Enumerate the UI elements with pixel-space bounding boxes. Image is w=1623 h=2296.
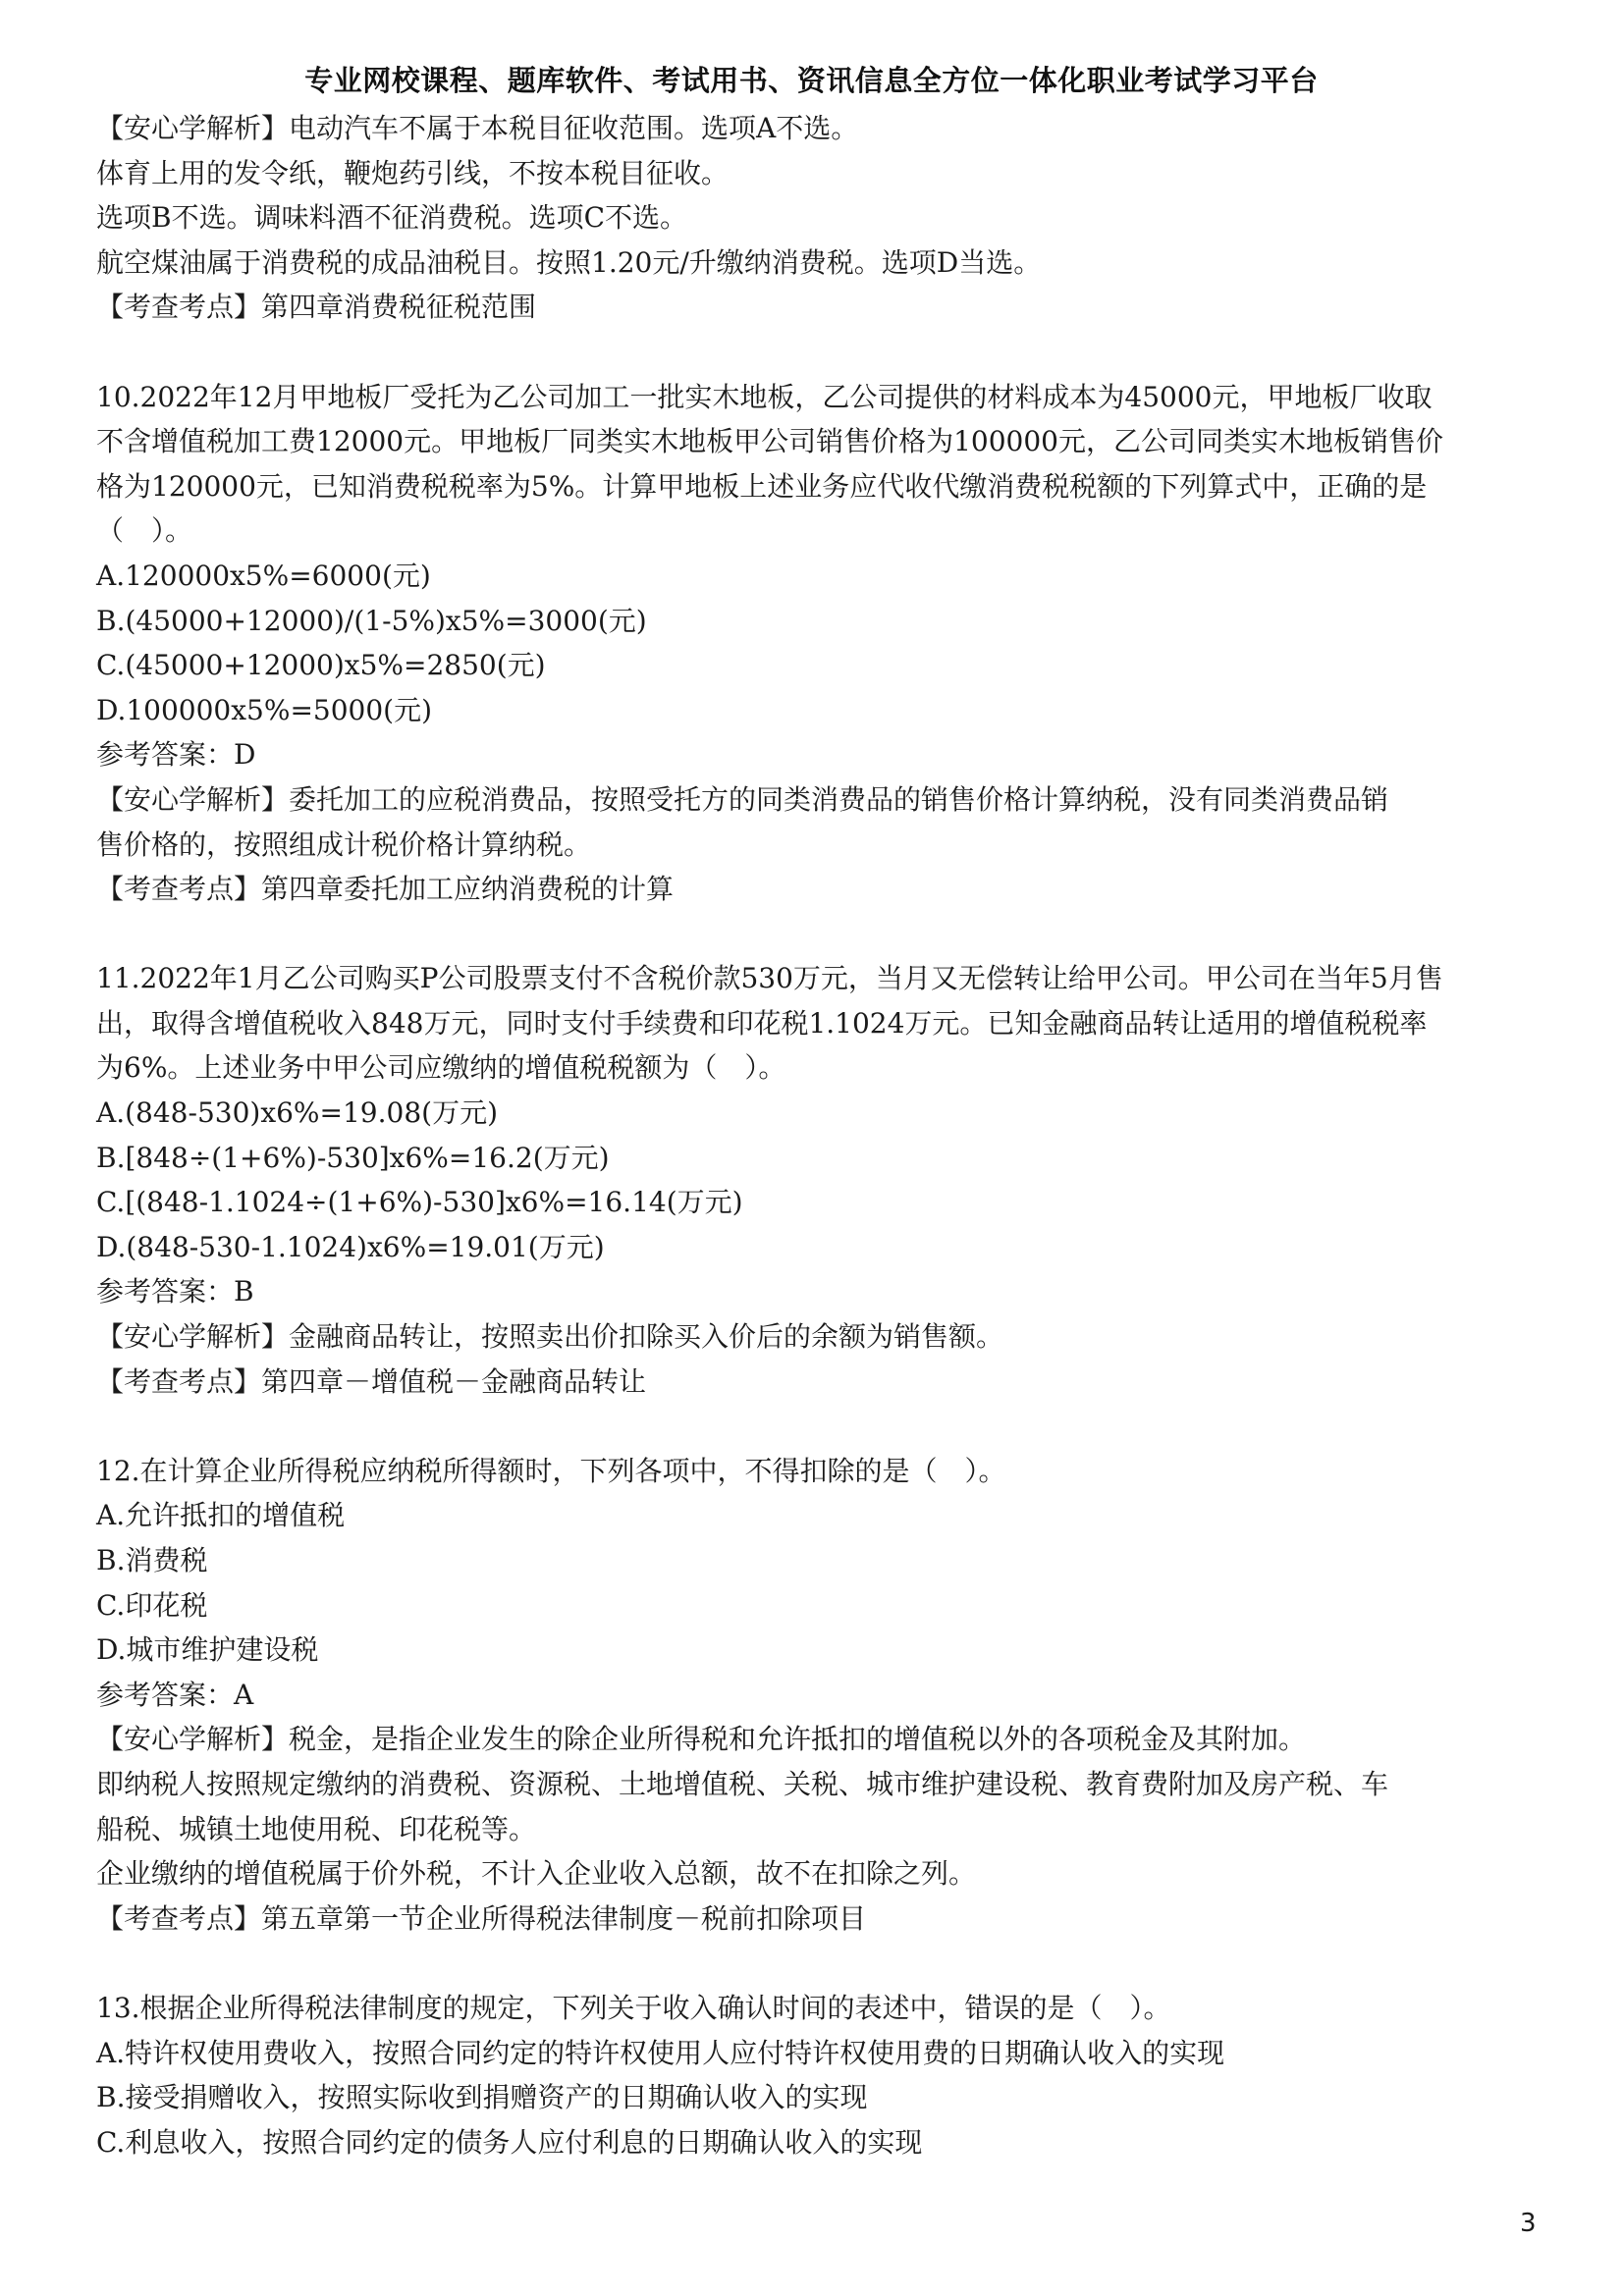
- reference-answer: 参考答案：D: [96, 738, 256, 772]
- analysis-line: 选项B不选。调味料酒不征消费税。选项C不选。: [96, 201, 688, 235]
- reference-answer: 参考答案：A: [96, 1678, 254, 1711]
- question-stem-line: 11.2022年1月乙公司购买P公司股票支付不含税价款530万元，当月又无偿转让给甲公司。甲公司在当年5月售: [96, 962, 1443, 995]
- spacer: [96, 1404, 1540, 1449]
- question-stem-line: 10.2022年12月甲地板厂受托为乙公司加工一批实木地板，乙公司提供的材料成本为45000元，甲地板厂收取: [96, 380, 1433, 413]
- analysis-line: 【安心学解析】电动汽车不属于本税目征收范围。选项A不选。: [96, 112, 859, 144]
- option-c: C.利息收入，按照合同约定的债务人应付利息的日期确认收入的实现: [96, 2125, 923, 2159]
- exam-point: 【考查考点】第四章－增值税－金融商品转让: [96, 1364, 647, 1398]
- option-c: C.(45000+12000)x5%=2850(元): [96, 649, 546, 682]
- exam-point: 【考查考点】第四章委托加工应纳消费税的计算: [96, 873, 675, 906]
- option-c: C.[(848-1.1024÷(1+6%)-530]x6%=16.14(万元): [96, 1186, 743, 1219]
- analysis-line: 【安心学解析】金融商品转让，按照卖出价扣除买入价后的余额为销售额。: [96, 1320, 1004, 1354]
- option-c: C.印花税: [96, 1588, 208, 1622]
- analysis-line: 【安心学解析】委托加工的应税消费品，按照受托方的同类消费品的销售价格计算纳税，没有同类消费品销: [96, 782, 1389, 816]
- option-b: B.(45000+12000)/(1-5%)x5%=3000(元): [96, 604, 647, 637]
- analysis-line: 即纳税人按照规定缴纳的消费税、资源税、土地增值税、关税、城市维护建设税、教育费附加及房产税、车: [96, 1767, 1389, 1800]
- spacer: [96, 912, 1540, 957]
- analysis-line: 航空煤油属于消费税的成品油税目。按照1.20元/升缴纳消费税。选项D当选。: [96, 245, 1042, 279]
- analysis-line: 体育上用的发令纸，鞭炮药引线，不按本税目征收。: [96, 156, 730, 189]
- question-stem-line: 13.根据企业所得税法律制度的规定，下列关于收入确认时间的表述中，错误的是（ ）。: [96, 1991, 1171, 2024]
- analysis-line: 售价格的，按照组成计税价格计算纳税。: [96, 828, 592, 861]
- page-header: 专业网校课程、题库软件、考试用书、资讯信息全方位一体化职业考试学习平台: [304, 64, 1319, 97]
- option-b: B.接受捐赠收入，按照实际收到捐赠资产的日期确认收入的实现: [96, 2081, 868, 2114]
- question-stem-line: （ ）。: [96, 514, 193, 548]
- spacer: [96, 1941, 1540, 1986]
- question-12: [96, 1449, 1540, 1942]
- document-body: [96, 106, 1540, 2164]
- option-d: D.100000x5%=5000(元): [96, 693, 433, 726]
- question-11: [96, 956, 1540, 1404]
- question-stem-line: 出，取得含增值税收入848万元，同时支付手续费和印花税1.1024万元。已知金融商品转让适用的增值税税率: [96, 1006, 1428, 1040]
- option-b: B.消费税: [96, 1544, 208, 1576]
- exam-point: 【考查考点】第四章消费税征税范围: [96, 291, 537, 324]
- analysis-line: 【安心学解析】税金，是指企业发生的除企业所得税和允许抵扣的增值税以外的各项税金及其附加。: [96, 1723, 1307, 1756]
- option-a: A.120000x5%=6000(元): [96, 559, 431, 592]
- exam-point: 【考查考点】第五章第一节企业所得税法律制度－税前扣除项目: [96, 1901, 867, 1935]
- page-number: 3: [1520, 2209, 1537, 2238]
- analysis-line: 企业缴纳的增值税属于价外税，不计入企业收入总额，故不在扣除之列。: [96, 1857, 977, 1891]
- analysis-line: 船税、城镇土地使用税、印花税等。: [96, 1812, 537, 1845]
- question-stem-line: 格为120000元，已知消费税税率为5%。计算甲地板上述业务应代收代缴消费税税额的下列算式中，正确的是: [96, 469, 1428, 503]
- option-a: A.允许抵扣的增值税: [96, 1499, 346, 1532]
- question-stem-line: 为6%。上述业务中甲公司应缴纳的增值税税额为（ ）。: [96, 1051, 786, 1085]
- spacer: [96, 330, 1540, 375]
- option-a: A.特许权使用费收入，按照合同约定的特许权使用人应付特许权使用费的日期确认收入的实现: [96, 2036, 1225, 2069]
- question-13: [96, 1986, 1540, 2164]
- question-stem-line: 不含增值税加工费12000元。甲地板厂同类实木地板甲公司销售价格为100000元，乙公司同类实木地板销售价: [96, 425, 1443, 458]
- question-10: [96, 375, 1540, 912]
- option-a: A.(848-530)x6%=19.08(万元): [96, 1096, 498, 1130]
- option-b: B.[848÷(1+6%)-530]x6%=16.2(万元): [96, 1141, 610, 1174]
- question-9-tail: [96, 106, 1540, 330]
- option-d: D.城市维护建设税: [96, 1633, 319, 1667]
- option-d: D.(848-530-1.1024)x6%=19.01(万元): [96, 1230, 605, 1263]
- question-stem-line: 12.在计算企业所得税应纳税所得额时，下列各项中，不得扣除的是（ ）。: [96, 1454, 1006, 1487]
- reference-answer: 参考答案：B: [96, 1275, 254, 1308]
